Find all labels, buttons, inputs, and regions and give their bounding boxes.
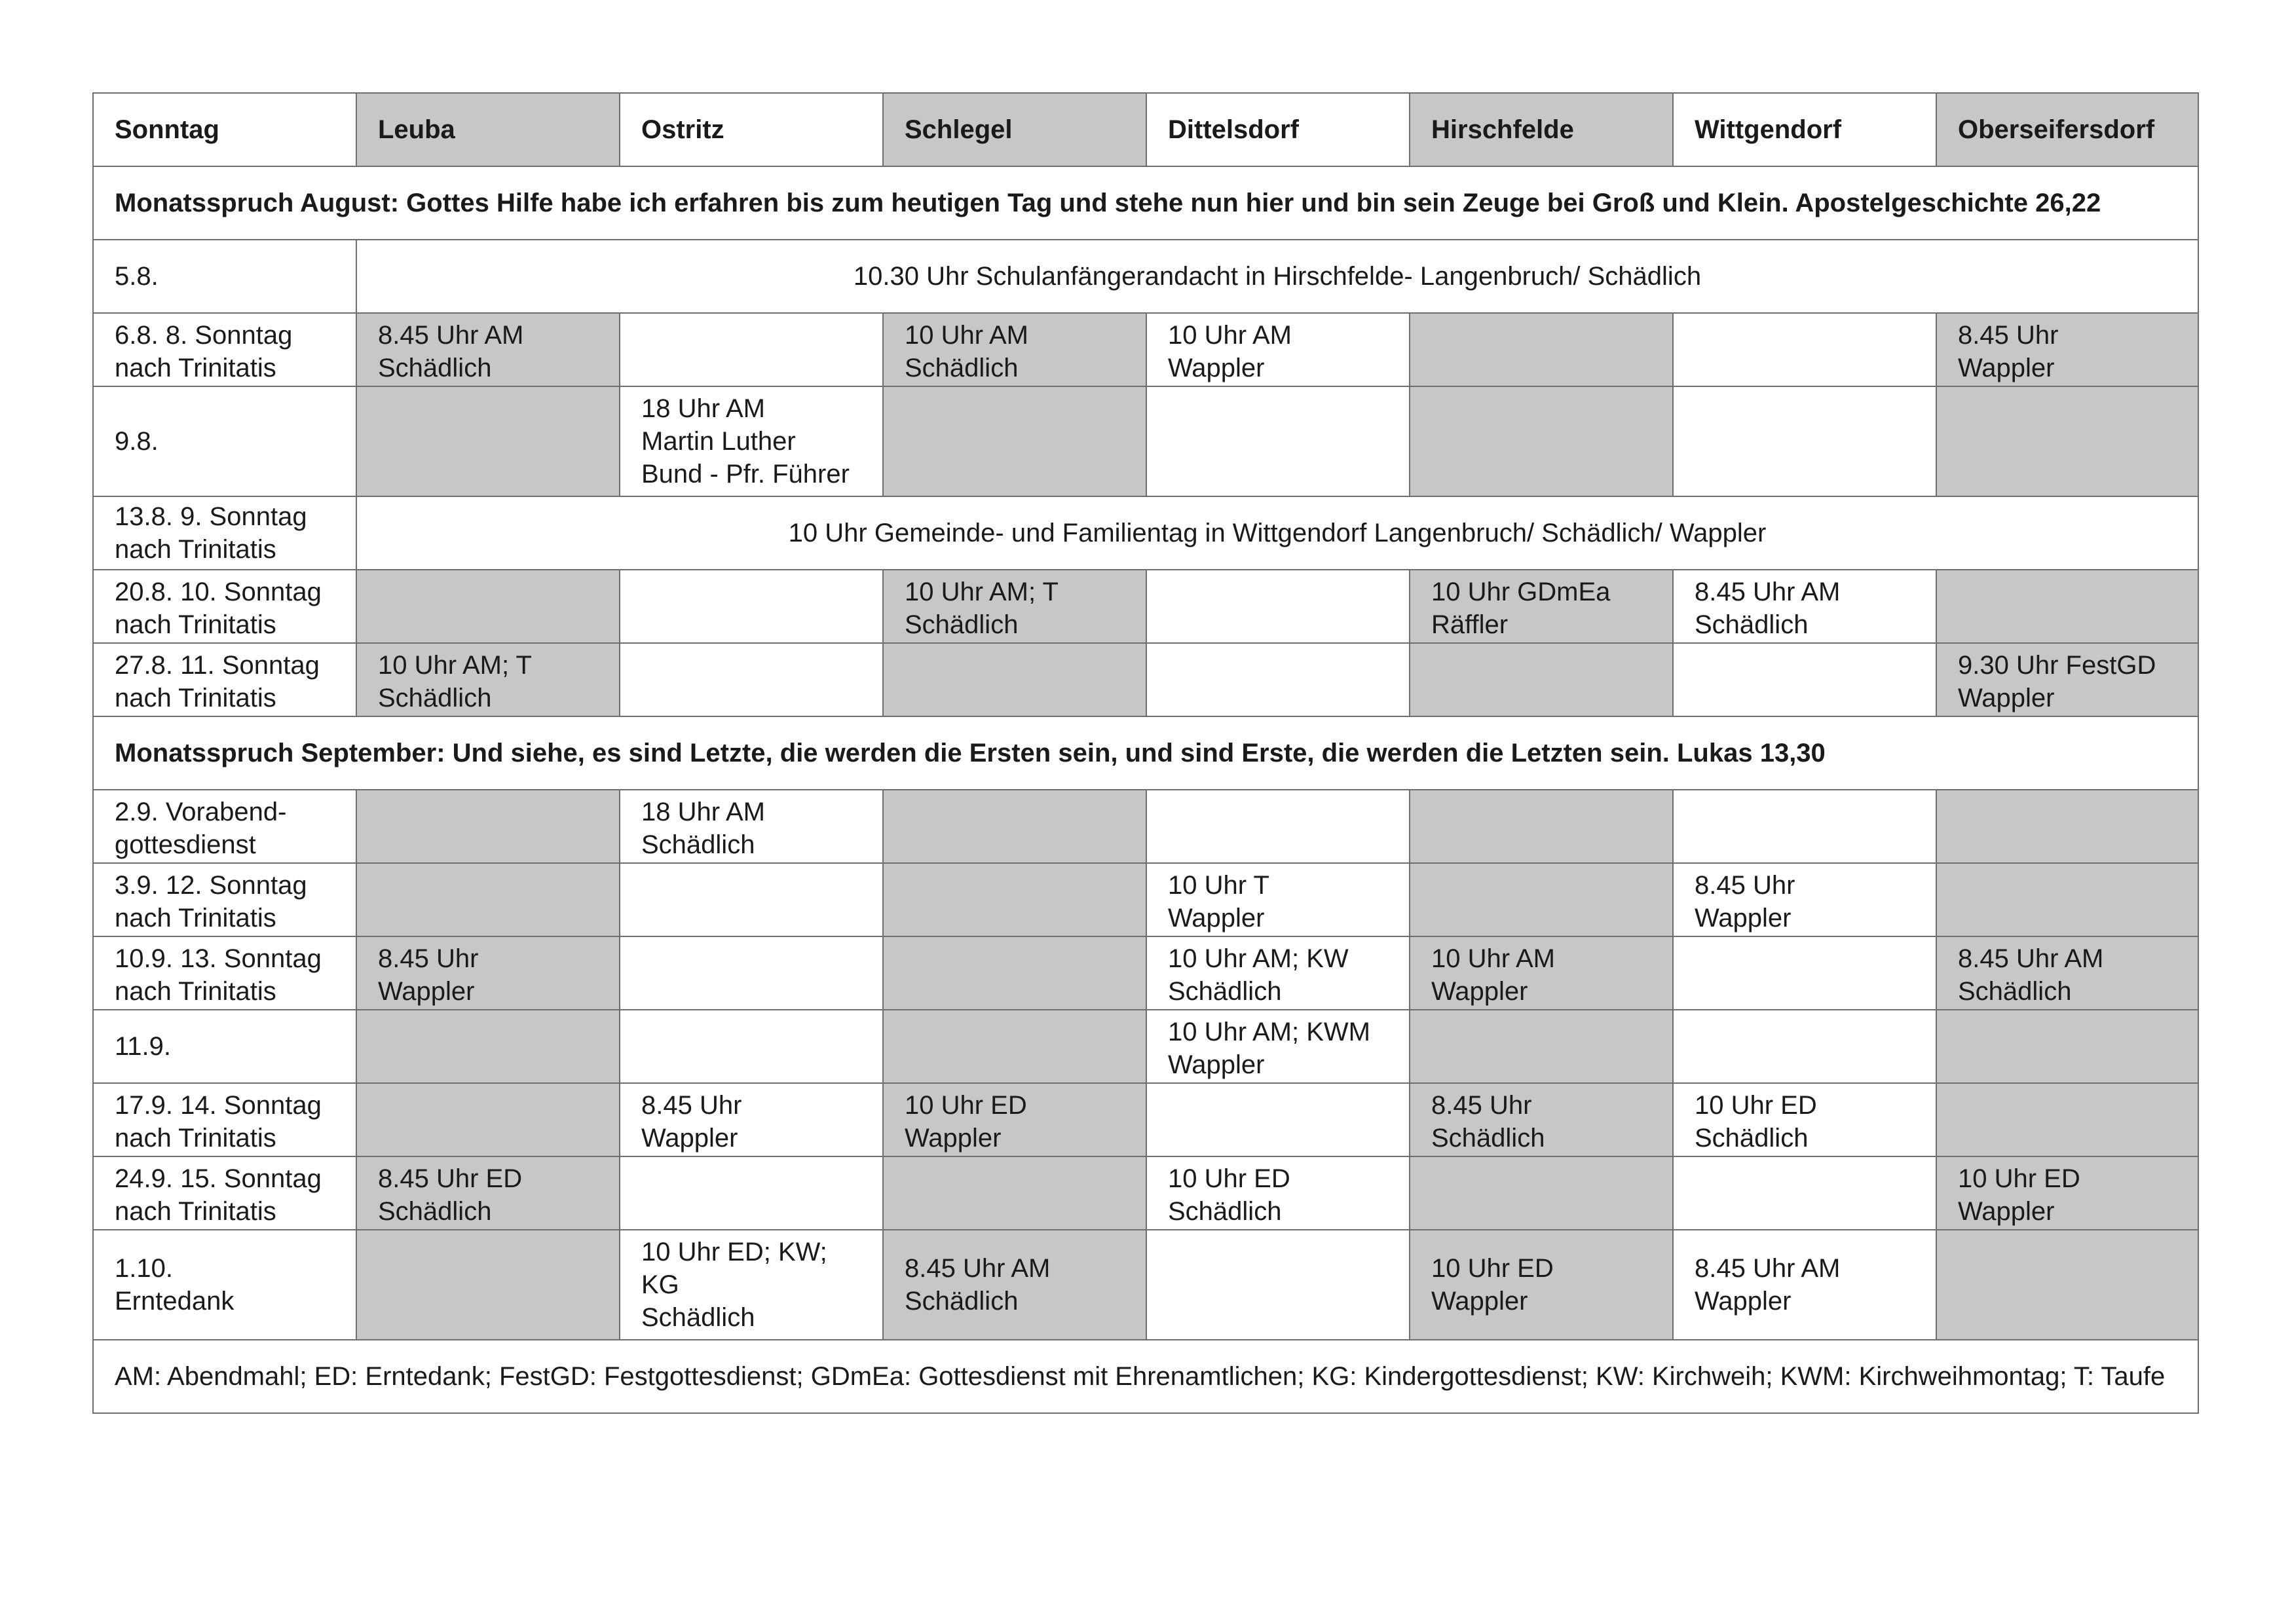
header-row bbox=[93, 93, 2198, 166]
cell-schlegel bbox=[883, 936, 1146, 1010]
motto-row-september bbox=[93, 716, 2198, 790]
cell-oberseifersdorf bbox=[1936, 1230, 2198, 1340]
header-leuba: Leuba bbox=[356, 93, 620, 166]
cell-leuba: 8.45 Uhr ED Schädlich bbox=[356, 1156, 620, 1230]
cell-oberseifersdorf: 8.45 Uhr AM Schädlich bbox=[1936, 936, 2198, 1010]
table-row bbox=[93, 863, 2198, 936]
cell-oberseifersdorf: 8.45 Uhr Wappler bbox=[1936, 313, 2198, 386]
table-row bbox=[93, 1010, 2198, 1083]
cell-wittgendorf bbox=[1673, 790, 1936, 863]
date-cell: 10.9. 13. Sonntag nach Trinitatis bbox=[93, 936, 356, 1010]
cell-wittgendorf bbox=[1673, 313, 1936, 386]
cell-leuba: 8.45 Uhr Wappler bbox=[356, 936, 620, 1010]
date-cell: 5.8. bbox=[93, 240, 356, 313]
date-cell: 27.8. 11. Sonntag nach Trinitatis bbox=[93, 643, 356, 716]
date-cell: 13.8. 9. Sonntag nach Trinitatis bbox=[93, 496, 356, 570]
spanning-event: 10 Uhr Gemeinde- und Familientag in Wittgendorf Langenbruch/ Schädlich/ Wappler bbox=[356, 496, 2198, 570]
cell-leuba bbox=[356, 570, 620, 643]
cell-ostritz bbox=[620, 570, 883, 643]
cell-schlegel: 10 Uhr AM Schädlich bbox=[883, 313, 1146, 386]
header-schlegel: Schlegel bbox=[883, 93, 1146, 166]
table-row bbox=[93, 570, 2198, 643]
cell-schlegel: 8.45 Uhr AM Schädlich bbox=[883, 1230, 1146, 1340]
cell-wittgendorf: 10 Uhr ED Schädlich bbox=[1673, 1083, 1936, 1156]
cell-leuba bbox=[356, 386, 620, 496]
cell-dittelsdorf: 10 Uhr AM Wappler bbox=[1146, 313, 1410, 386]
cell-oberseifersdorf bbox=[1936, 570, 2198, 643]
cell-dittelsdorf: 10 Uhr T Wappler bbox=[1146, 863, 1410, 936]
cell-leuba bbox=[356, 1010, 620, 1083]
cell-dittelsdorf: 10 Uhr AM; KWM Wappler bbox=[1146, 1010, 1410, 1083]
cell-schlegel bbox=[883, 863, 1146, 936]
cell-schlegel bbox=[883, 386, 1146, 496]
date-cell: 11.9. bbox=[93, 1010, 356, 1083]
service-schedule-table bbox=[92, 92, 2199, 1414]
cell-hirschfelde bbox=[1410, 386, 1673, 496]
motto-row-august bbox=[93, 166, 2198, 240]
header-dittelsdorf: Dittelsdorf bbox=[1146, 93, 1410, 166]
cell-oberseifersdorf bbox=[1936, 1010, 2198, 1083]
table-row bbox=[93, 643, 2198, 716]
date-cell: 3.9. 12. Sonntag nach Trinitatis bbox=[93, 863, 356, 936]
header-wittgendorf: Wittgendorf bbox=[1673, 93, 1936, 166]
cell-leuba bbox=[356, 1083, 620, 1156]
table-row bbox=[93, 240, 2198, 313]
cell-ostritz bbox=[620, 643, 883, 716]
cell-hirschfelde: 10 Uhr ED Wappler bbox=[1410, 1230, 1673, 1340]
cell-dittelsdorf: 10 Uhr ED Schädlich bbox=[1146, 1156, 1410, 1230]
date-cell: 24.9. 15. Sonntag nach Trinitatis bbox=[93, 1156, 356, 1230]
cell-oberseifersdorf: 9.30 Uhr FestGD Wappler bbox=[1936, 643, 2198, 716]
cell-hirschfelde bbox=[1410, 313, 1673, 386]
cell-hirschfelde bbox=[1410, 1156, 1673, 1230]
cell-leuba bbox=[356, 790, 620, 863]
cell-hirschfelde bbox=[1410, 790, 1673, 863]
cell-schlegel bbox=[883, 643, 1146, 716]
motto-august: Monatsspruch August: Gottes Hilfe habe ich erfahren bis zum heutigen Tag und stehe nun hier und bin sein Zeuge bei Groß und Klein. Apostelgeschichte 26,22 bbox=[93, 166, 2198, 240]
cell-ostritz bbox=[620, 313, 883, 386]
motto-september: Monatsspruch September: Und siehe, es sind Letzte, die werden die Ersten sein, und sind Erste, die werden die Letzten sein. Lukas 13,30 bbox=[93, 716, 2198, 790]
cell-ostritz: 8.45 Uhr Wappler bbox=[620, 1083, 883, 1156]
date-cell: 17.9. 14. Sonntag nach Trinitatis bbox=[93, 1083, 356, 1156]
cell-wittgendorf: 8.45 Uhr Wappler bbox=[1673, 863, 1936, 936]
cell-dittelsdorf bbox=[1146, 1083, 1410, 1156]
cell-ostritz bbox=[620, 936, 883, 1010]
cell-schlegel bbox=[883, 790, 1146, 863]
cell-dittelsdorf bbox=[1146, 643, 1410, 716]
cell-wittgendorf bbox=[1673, 936, 1936, 1010]
header-hirschfelde: Hirschfelde bbox=[1410, 93, 1673, 166]
table-row bbox=[93, 936, 2198, 1010]
table-row bbox=[93, 313, 2198, 386]
cell-hirschfelde: 8.45 Uhr Schädlich bbox=[1410, 1083, 1673, 1156]
table-row bbox=[93, 1230, 2198, 1340]
cell-dittelsdorf bbox=[1146, 386, 1410, 496]
cell-wittgendorf: 8.45 Uhr AM Schädlich bbox=[1673, 570, 1936, 643]
cell-hirschfelde bbox=[1410, 643, 1673, 716]
cell-schlegel bbox=[883, 1010, 1146, 1083]
abbreviation-legend: AM: Abendmahl; ED: Erntedank; FestGD: Festgottesdienst; GDmEa: Gottesdienst mit Ehrenamtlichen; KG: Kindergottesdienst; KW: Kirchweih; KWM: Kirchweihmontag; T: Taufe bbox=[93, 1340, 2198, 1413]
table-row bbox=[93, 1083, 2198, 1156]
cell-schlegel: 10 Uhr AM; T Schädlich bbox=[883, 570, 1146, 643]
table-row bbox=[93, 386, 2198, 496]
cell-oberseifersdorf bbox=[1936, 790, 2198, 863]
date-cell: 1.10. Erntedank bbox=[93, 1230, 356, 1340]
header-sonntag: Sonntag bbox=[93, 93, 356, 166]
cell-dittelsdorf bbox=[1146, 570, 1410, 643]
cell-wittgendorf: 8.45 Uhr AM Wappler bbox=[1673, 1230, 1936, 1340]
cell-ostritz: 10 Uhr ED; KW; KG Schädlich bbox=[620, 1230, 883, 1340]
cell-wittgendorf bbox=[1673, 386, 1936, 496]
date-cell: 9.8. bbox=[93, 386, 356, 496]
legend-row bbox=[93, 1340, 2198, 1413]
cell-oberseifersdorf bbox=[1936, 863, 2198, 936]
cell-schlegel: 10 Uhr ED Wappler bbox=[883, 1083, 1146, 1156]
cell-schlegel bbox=[883, 1156, 1146, 1230]
cell-oberseifersdorf: 10 Uhr ED Wappler bbox=[1936, 1156, 2198, 1230]
date-cell: 2.9. Vorabend- gottesdienst bbox=[93, 790, 356, 863]
cell-oberseifersdorf bbox=[1936, 1083, 2198, 1156]
cell-wittgendorf bbox=[1673, 1010, 1936, 1083]
table-row bbox=[93, 496, 2198, 570]
cell-oberseifersdorf bbox=[1936, 386, 2198, 496]
cell-ostritz bbox=[620, 863, 883, 936]
date-cell: 20.8. 10. Sonntag nach Trinitatis bbox=[93, 570, 356, 643]
table-row bbox=[93, 790, 2198, 863]
header-ostritz: Ostritz bbox=[620, 93, 883, 166]
cell-wittgendorf bbox=[1673, 1156, 1936, 1230]
cell-dittelsdorf: 10 Uhr AM; KW Schädlich bbox=[1146, 936, 1410, 1010]
cell-ostritz: 18 Uhr AM Martin Luther Bund - Pfr. Führer bbox=[620, 386, 883, 496]
spanning-event: 10.30 Uhr Schulanfängerandacht in Hirschfelde- Langenbruch/ Schädlich bbox=[356, 240, 2198, 313]
cell-dittelsdorf bbox=[1146, 1230, 1410, 1340]
cell-leuba bbox=[356, 863, 620, 936]
cell-hirschfelde bbox=[1410, 863, 1673, 936]
cell-hirschfelde bbox=[1410, 1010, 1673, 1083]
cell-wittgendorf bbox=[1673, 643, 1936, 716]
cell-hirschfelde: 10 Uhr AM Wappler bbox=[1410, 936, 1673, 1010]
cell-hirschfelde: 10 Uhr GDmEa Räffler bbox=[1410, 570, 1673, 643]
table-row bbox=[93, 1156, 2198, 1230]
cell-ostritz bbox=[620, 1156, 883, 1230]
cell-leuba: 10 Uhr AM; T Schädlich bbox=[356, 643, 620, 716]
date-cell: 6.8. 8. Sonntag nach Trinitatis bbox=[93, 313, 356, 386]
cell-dittelsdorf bbox=[1146, 790, 1410, 863]
cell-leuba bbox=[356, 1230, 620, 1340]
header-oberseifersdorf: Oberseifersdorf bbox=[1936, 93, 2198, 166]
cell-ostritz bbox=[620, 1010, 883, 1083]
cell-leuba: 8.45 Uhr AM Schädlich bbox=[356, 313, 620, 386]
cell-ostritz: 18 Uhr AM Schädlich bbox=[620, 790, 883, 863]
